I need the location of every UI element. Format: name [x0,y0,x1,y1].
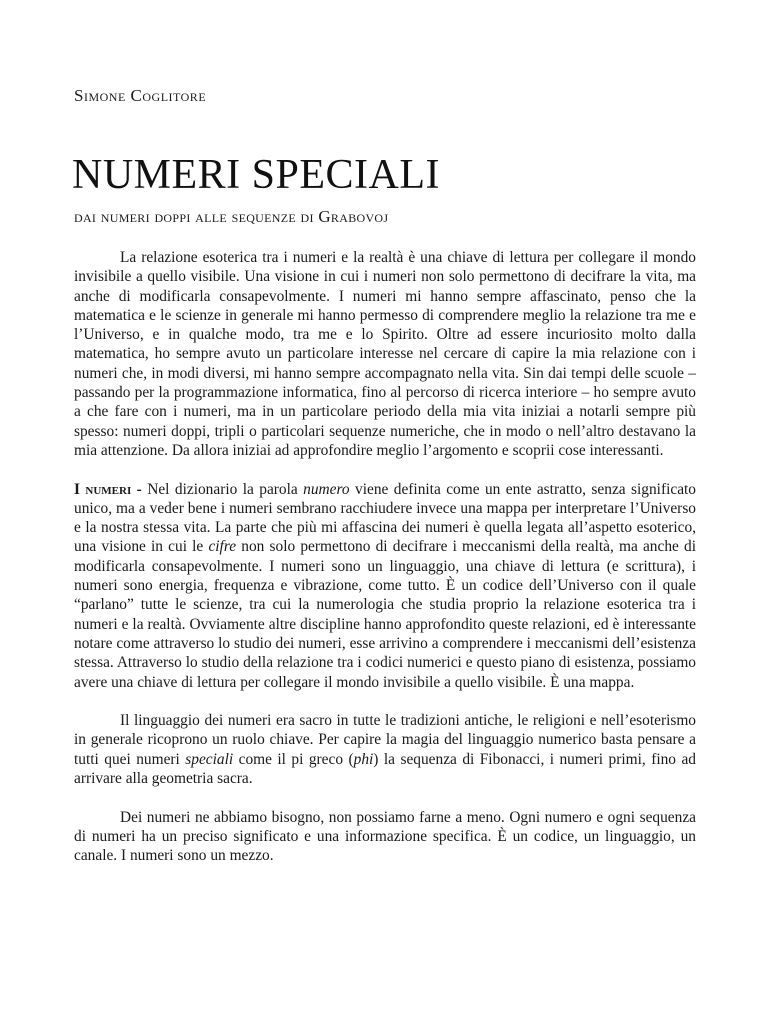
emphasis-phi: phi [353,750,374,768]
paragraph-text: non solo permettono di decifrare i meccanismi della realtà, ma anche di modificarla consapevolmente. I numeri sono un linguaggio, una chiave di lettura (e scrittura), i numeri sono energia, frequenza e vibrazione, come tutto. È un codice dell’Universo con il quale “parlano” tutte le scienze, tra cui la numerologia che studia proprio la relazione esoterica tra i numeri e la realtà. Ovviamente altre discipline hanno approfondito queste relazioni, ed è interessante notare come attraverso lo studio dei numeri, esse arrivino a comprendere i meccanismi dell’esistenza stessa. Attraverso lo studio della relazione tra i codici numerici e questo piano di esistenza, possiamo avere una chiave di lettura per collegare il mondo invisibile a quello visibile. È una mappa. [74,538,696,691]
paragraph-i-numeri [74,480,696,692]
paragraph-bisogno: Dei numeri ne abbiamo bisogno, non possiamo farne a meno. Ogni numero e ogni sequenza di numeri ha un preciso significato e una informazione specifica. È un codice, un linguaggio, un canale. I numeri sono un mezzo. [74,808,696,865]
paragraph-text: come il pi greco ( [233,750,354,768]
author-name: Simone Coglitore [74,86,207,105]
paragraph-linguaggio [74,711,696,788]
emphasis-speciali: speciali [185,750,234,768]
emphasis-numero: numero [303,480,350,498]
document-subtitle: dai numeri doppi alle sequenze di Grabovoj [74,207,389,226]
paragraph-text: Il linguaggio dei numeri era sacro in tutte le tradizioni antiche, le religioni e nell’esoterismo in generale ricoprono un ruolo chiave. Per capire la magia del linguaggio numerico basta pensare a tutti quei numeri [74,712,696,768]
emphasis-cifre: cifre [208,538,237,556]
paragraph-text: Nel dizionario la parola [141,480,304,498]
paragraph-intro: La relazione esoterica tra i numeri e la realtà è una chiave di lettura per collegare il mondo invisibile a quello visibile. Una visione in cui i numeri non solo permettono di decifrare la vita, ma anche di modificarla consapevolmente. I numeri mi hanno sempre affascinato, penso che la matematica e le scienze in generale mi hanno permesso di comprendere meglio la relazione tra me e l’Universo, e in qualche modo, tra me e lo Spirito. Oltre ad essere incuriosito molto dalla matematica, ho sempre avuto un particolare interesse nel cercare di capire la mia relazione con i numeri che, in modi diversi, mi hanno sempre accompagnato nella vita. Sin dai tempi delle scuole – passando per la programmazione informatica, fino al percorso di ricerca interiore – ho sempre avuto a che fare con i numeri, ma in un particolare periodo della mia vita iniziai a notarli sempre più spesso: numeri doppi, tripli o particolari sequenze numeriche, che in modo o nell’altro destavano la mia attenzione. Da allora iniziai ad approfondire meglio l’argomento e scoprii cose interessanti. [74,249,696,459]
document-body [74,248,696,885]
paragraph-text: viene definita come un ente astratto, senza significato unico, ma a veder bene i numeri sembrano racchiudere invece una mappa per interpretare l’Universo e la nostra stessa vita. La parte che più mi affascina dei numeri è quella legata all’aspetto esoterico, una visione in cui le [74,480,696,556]
section-lead-label: I numeri - [74,480,142,498]
document-title: NUMERI SPECIALI [72,152,441,198]
paragraph-text: ) la sequenza di Fibonacci, i numeri primi, fino ad arrivare alla geometria sacra. [74,750,696,788]
